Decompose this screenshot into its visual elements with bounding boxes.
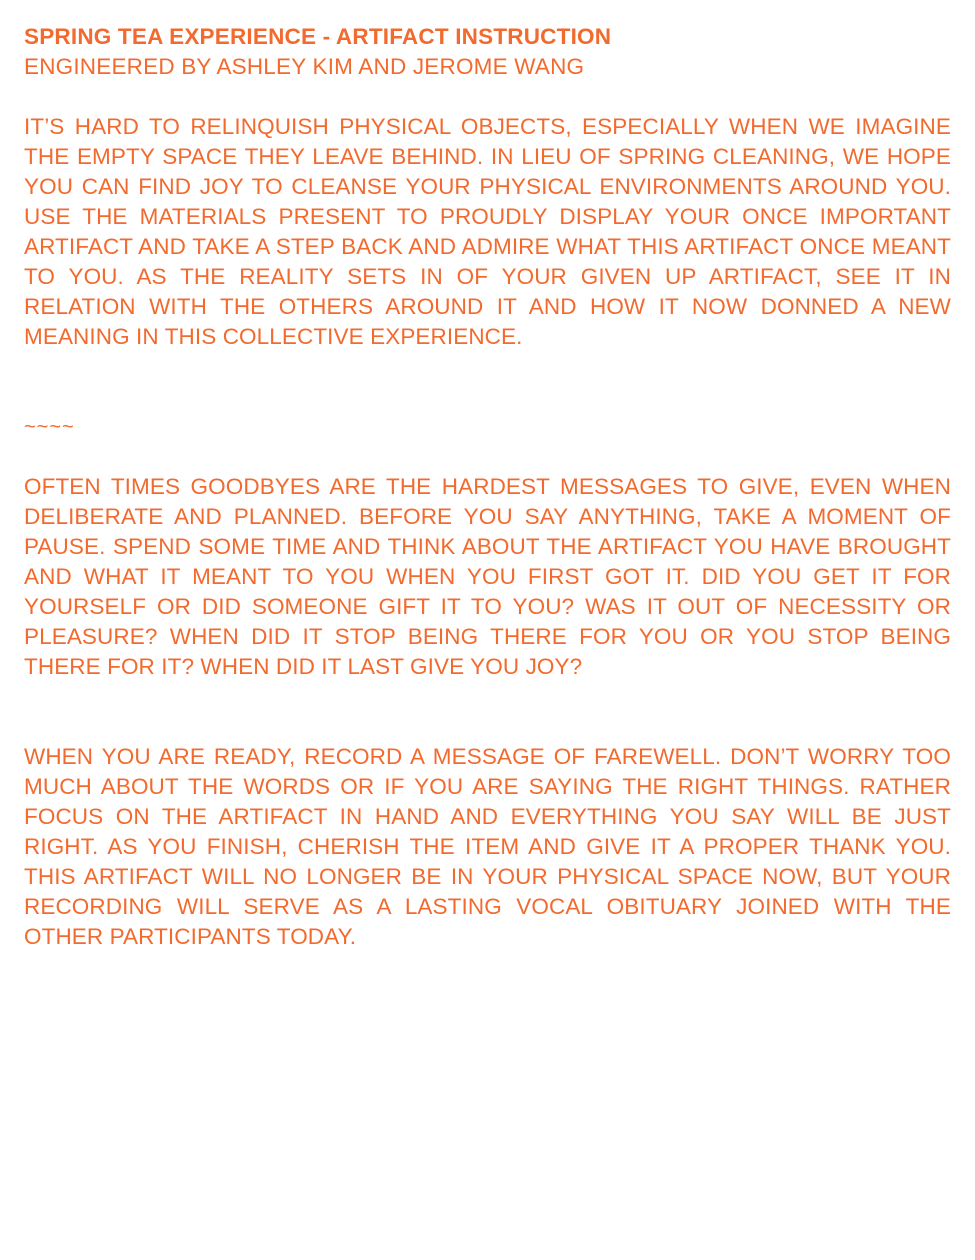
document-title: SPRING TEA EXPERIENCE - ARTIFACT INSTRUCTION <box>24 24 612 49</box>
paragraph-reflection: OFTEN TIMES GOODBYES ARE THE HARDEST MESSAGES TO GIVE, EVEN WHEN DELIBERATE AND PLANNED. BEFORE YOU SAY ANYTHING, TAKE A MOMENT OF PAUSE. SPEND SOME TIME AND THINK ABOUT THE ARTIFACT YOU HAVE BROUGHT AND WHAT IT MEANT TO YOU WHEN YOU FIRST GOT IT. DID YOU GET IT FOR YOURSELF OR DID SOMEONE GIFT IT TO YOU? WAS IT OUT OF NECESSITY OR PLEASURE? WHEN DID IT STOP BEING THERE FOR YOU OR YOU STOP BEING THERE FOR IT? WHEN DID IT LAST GIVE YOU JOY? <box>24 474 951 679</box>
document-page <box>24 22 951 952</box>
section-divider: ~~~~ <box>24 416 75 438</box>
paragraph-farewell: WHEN YOU ARE READY, RECORD A MESSAGE OF FAREWELL. DON’T WORRY TOO MUCH ABOUT THE WORDS OR IF YOU ARE SAYING THE RIGHT THINGS. RATHER FOCUS ON THE ARTIFACT IN HAND AND EVERYTHING YOU SAY WILL BE JUST RIGHT. AS YOU FINISH, CHERISH THE ITEM AND GIVE IT A PROPER THANK YOU. THIS ARTIFACT WILL NO LONGER BE IN YOUR PHYSICAL SPACE NOW, BUT YOUR RECORDING WILL SERVE AS A LASTING VOCAL OBITUARY JOINED WITH THE OTHER PARTICIPANTS TODAY. <box>24 744 951 949</box>
paragraph-intro: IT’S HARD TO RELINQUISH PHYSICAL OBJECTS, ESPECIALLY WHEN WE IMAGINE THE EMPTY SPACE THEY LEAVE BEHIND. IN LIEU OF SPRING CLEANING, WE HOPE YOU CAN FIND JOY TO CLEANSE YOUR PHYSICAL ENVIRONMENTS AROUND YOU. USE THE MATERIALS PRESENT TO PROUDLY DISPLAY YOUR ONCE IMPORTANT ARTIFACT AND TAKE A STEP BACK AND ADMIRE WHAT THIS ARTIFACT ONCE MEANT TO YOU. AS THE REALITY SETS IN OF YOUR GIVEN UP ARTIFACT, SEE IT IN RELATION WITH THE OTHERS AROUND IT AND HOW IT NOW DONNED A NEW MEANING IN THIS COLLECTIVE EXPERIENCE. <box>24 114 951 349</box>
document-subtitle: ENGINEERED BY ASHLEY KIM AND JEROME WANG <box>24 54 585 79</box>
